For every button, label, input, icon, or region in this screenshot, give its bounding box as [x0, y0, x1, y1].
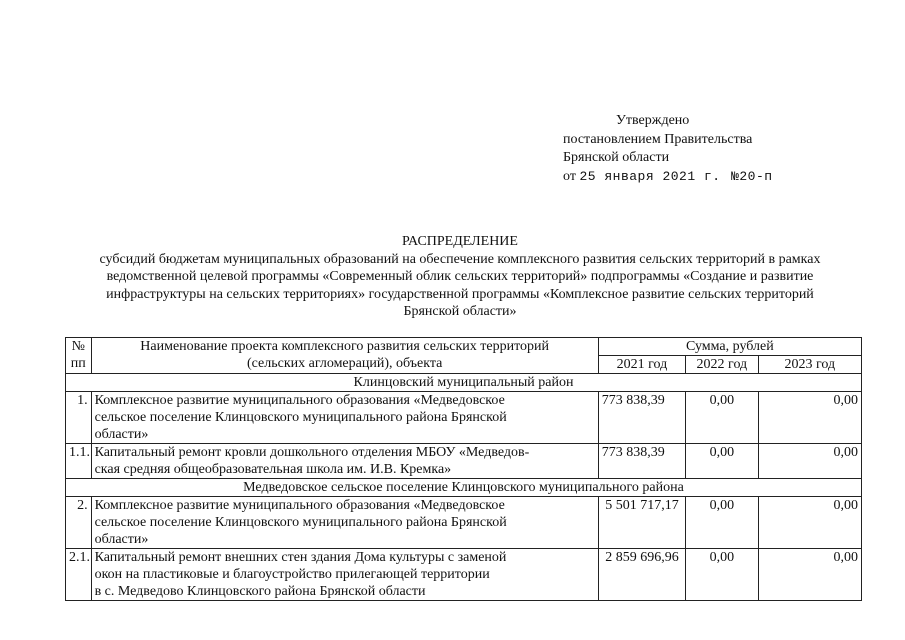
title-line-2: ведомственной целевой программы «Современный облик сельских территорий» подпрограммы «Создание и развитие: [106, 269, 814, 284]
row-2021: 5 501 717,17: [598, 497, 685, 549]
header-2021: 2021 год: [598, 356, 685, 374]
section-row: [66, 479, 862, 497]
row-name-line: области»: [94, 532, 149, 547]
row-2021: 2 859 696,96: [598, 549, 685, 601]
approval-date: 25 января 2021 г.: [579, 168, 721, 184]
approval-number: №20-п: [731, 168, 773, 184]
document-title: [62, 233, 858, 321]
row-num: 2.: [66, 497, 92, 549]
row-name: [91, 444, 598, 479]
row-num: 2.1.: [66, 549, 92, 601]
table-row: [66, 392, 862, 444]
row-2021: 773 838,39: [598, 444, 685, 479]
approval-heading: Утверждено: [616, 113, 690, 128]
table-row: [66, 497, 862, 549]
section-title: Медведовское сельское поселение Клинцовского муниципального района: [66, 479, 862, 497]
approval-block: [563, 112, 773, 186]
row-name-line: в с. Медведово Клинцовского района Брянской области: [94, 584, 426, 599]
row-2022: 0,00: [686, 497, 758, 549]
table-header-row-1: [66, 338, 862, 356]
header-num-line-2: пп: [70, 356, 86, 371]
section-row: [66, 374, 862, 392]
header-sum: Сумма, рублей: [598, 338, 861, 356]
distribution-table: [65, 337, 862, 601]
row-num: 1.1.: [66, 444, 92, 479]
row-name-line: Капитальный ремонт внешних стен здания Дома культуры с заменой: [94, 550, 507, 565]
row-name-line: Комплексное развитие муниципального образования «Медведовское: [94, 393, 505, 408]
row-num: 1.: [66, 392, 92, 444]
row-2022: 0,00: [686, 392, 758, 444]
approval-date-line: [563, 168, 773, 187]
header-name: [91, 338, 598, 374]
row-2023: 0,00: [758, 549, 861, 601]
row-2023: 0,00: [758, 444, 861, 479]
row-2022: 0,00: [686, 549, 758, 601]
approval-prefix: от: [563, 168, 576, 184]
approval-region: Брянской области: [563, 150, 670, 165]
row-2022: 0,00: [686, 444, 758, 479]
row-name-line: окон на пластиковые и благоустройство прилегающей территории: [94, 567, 490, 582]
title-line-4: Брянской области»: [403, 304, 517, 319]
header-name-line-2: (сельских агломераций), объекта: [246, 356, 443, 371]
row-name: [91, 392, 598, 444]
header-name-line-1: Наименование проекта комплексного развития сельских территорий: [140, 339, 550, 354]
header-2022: 2022 год: [686, 356, 758, 374]
table-row: [66, 549, 862, 601]
row-name-line: ская средняя общеобразовательная школа им. И.В. Кремка»: [94, 462, 452, 477]
header-num-line-1: №: [71, 339, 85, 354]
row-name-line: области»: [94, 427, 149, 442]
title-heading: РАСПРЕДЕЛЕНИЕ: [402, 234, 518, 249]
row-2023: 0,00: [758, 497, 861, 549]
row-name-line: Комплексное развитие муниципального образования «Медведовское: [94, 498, 505, 513]
row-name-line: сельское поселение Клинцовского муниципального района Брянской: [94, 410, 507, 425]
title-line-3: инфраструктуры на сельских территориях» государственной программы «Комплексное развитие сельских территорий: [106, 286, 814, 302]
header-2023: 2023 год: [758, 356, 861, 374]
approval-decree: постановлением Правительства: [563, 131, 753, 147]
title-line-1: субсидий бюджетам муниципальных образований на обеспечение комплексного развития сельских территорий в рамках: [99, 251, 821, 267]
row-name: [91, 549, 598, 601]
row-name-line: Капитальный ремонт кровли дошкольного отделения МБОУ «Медведов-: [94, 445, 530, 460]
table-row: [66, 444, 862, 479]
header-num: [66, 338, 92, 374]
row-2023: 0,00: [758, 392, 861, 444]
row-2021: 773 838,39: [598, 392, 685, 444]
row-name-line: сельское поселение Клинцовского муниципального района Брянской: [94, 515, 507, 530]
row-name: [91, 497, 598, 549]
section-title: Клинцовский муниципальный район: [66, 374, 862, 392]
